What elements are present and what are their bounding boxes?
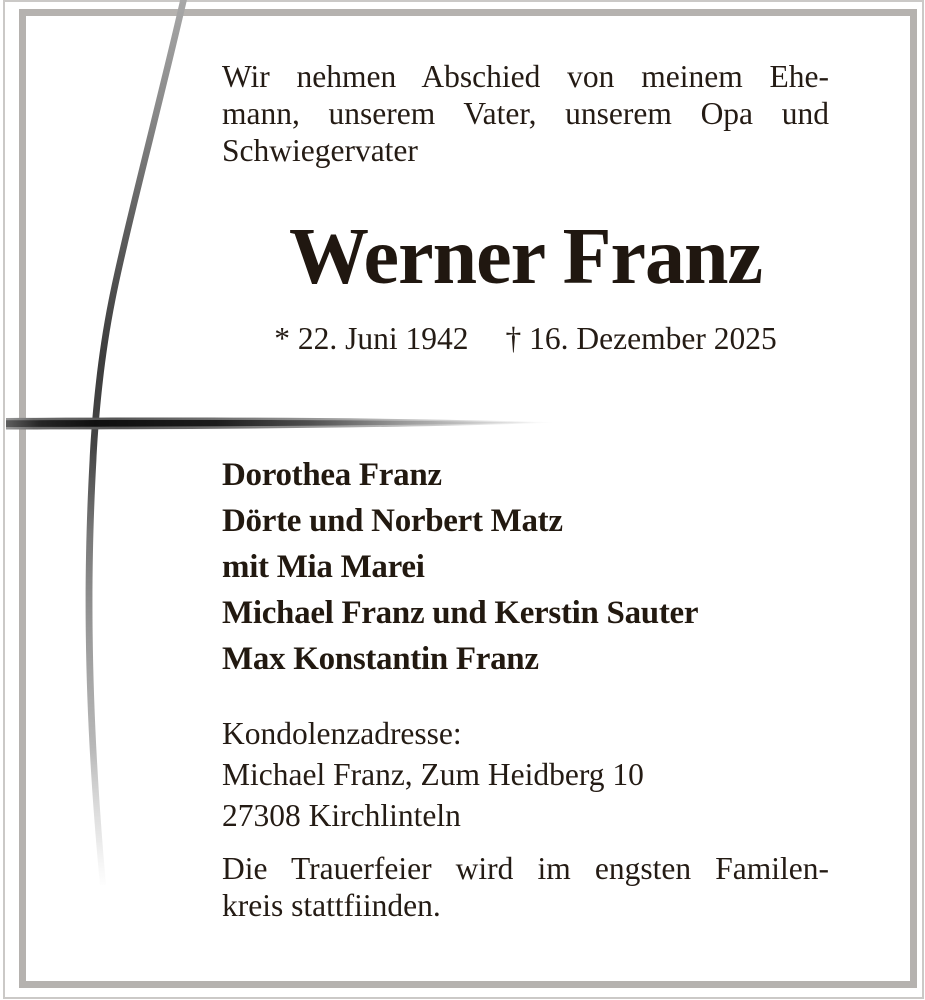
intro-paragraph [222,58,829,169]
mourner-line: Michael Franz und Kerstin Sauter [222,595,699,631]
closing-paragraph [222,850,829,924]
mourner-line: mit Mia Marei [222,549,425,585]
mourner-line: Max Konstantin Franz [222,641,539,677]
intro-line: Wir nehmen Abschied von meinem Ehe- [222,59,829,94]
death-date: † 16. Dezember 2025 [505,321,777,356]
intro-line: Schwiegervater [222,133,418,168]
closing-line: Die Trauerfeier wird im engsten Familen- [222,851,829,886]
deceased-name: Werner Franz [288,213,763,301]
condolence-address-block [222,713,829,836]
mourners-list [222,452,829,682]
intro-line: mann, unserem Vater, unserem Opa und [222,96,829,131]
condolence-street: Michael Franz, Zum Heidberg 10 [222,757,644,792]
birth-date: * 22. Juni 1942 [274,321,469,356]
closing-line: kreis stattfiinden. [222,888,441,923]
condolence-label: Kondolenzadresse: [222,716,462,751]
life-dates [222,320,829,358]
mourner-line: Dörte und Norbert Matz [222,503,563,539]
mourner-line: Dorothea Franz [222,457,442,493]
condolence-city: 27308 Kirchlinteln [222,798,461,833]
